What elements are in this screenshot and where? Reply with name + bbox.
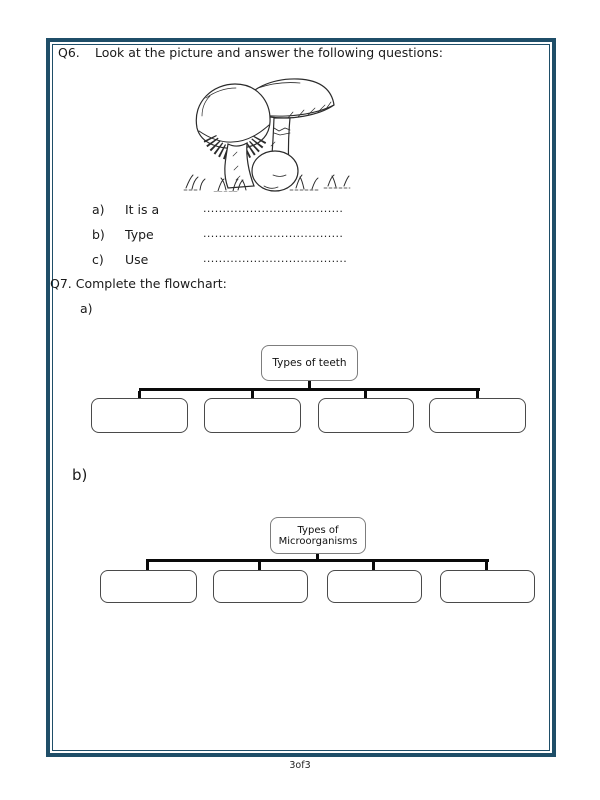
flowchart-a-blank-box-3 <box>318 398 414 433</box>
flowchart-a-blank-box-4 <box>429 398 526 433</box>
q6-item-c-label: c) <box>92 252 104 267</box>
q6-item-c-text: Use <box>125 252 149 267</box>
flowchart-a-root-box <box>261 345 358 381</box>
q6-item-a-answer-blank: .................................... <box>203 202 344 215</box>
q6-item-a-label: a) <box>92 202 105 217</box>
flowchart-a-root-label: Types of teeth <box>272 357 347 369</box>
flowchart-a-horizontal-connector <box>139 388 480 391</box>
flowchart-a-blank-box-1 <box>91 398 188 433</box>
q6-prompt: Look at the picture and answer the following questions: <box>95 45 443 60</box>
flowchart-b-root-label-line2: Microorganisms <box>278 535 358 547</box>
flowchart-b-root-box <box>270 517 366 554</box>
flowchart-b-horizontal-connector <box>146 559 489 562</box>
button-mushroom <box>252 151 298 191</box>
q6-item-c-answer-blank: ..................................... <box>203 252 348 265</box>
q6-item-a-text: It is a <box>125 202 160 217</box>
page-number-label: 3of3 <box>289 760 311 771</box>
q6-item-b-label: b) <box>92 227 105 242</box>
flowchart-a-blank-box-2 <box>204 398 301 433</box>
flowchart-b-blank-box-4 <box>440 570 535 603</box>
q6-item-b-text: Type <box>125 227 154 242</box>
q6-item-b-answer-blank: .................................... <box>203 227 344 240</box>
flowchart-b-root-label-line1: Types of <box>297 524 339 536</box>
q7-part-a-label: a) <box>80 301 93 316</box>
q6-number: Q6. <box>58 45 80 60</box>
q7-part-b-label: b) <box>72 466 88 484</box>
flowchart-b-blank-box-1 <box>100 570 197 603</box>
q7-heading: Q7. Complete the flowchart: <box>50 276 227 291</box>
mushroom-illustration <box>178 76 368 192</box>
flowchart-b-blank-box-3 <box>327 570 422 603</box>
flowchart-b-blank-box-2 <box>213 570 308 603</box>
